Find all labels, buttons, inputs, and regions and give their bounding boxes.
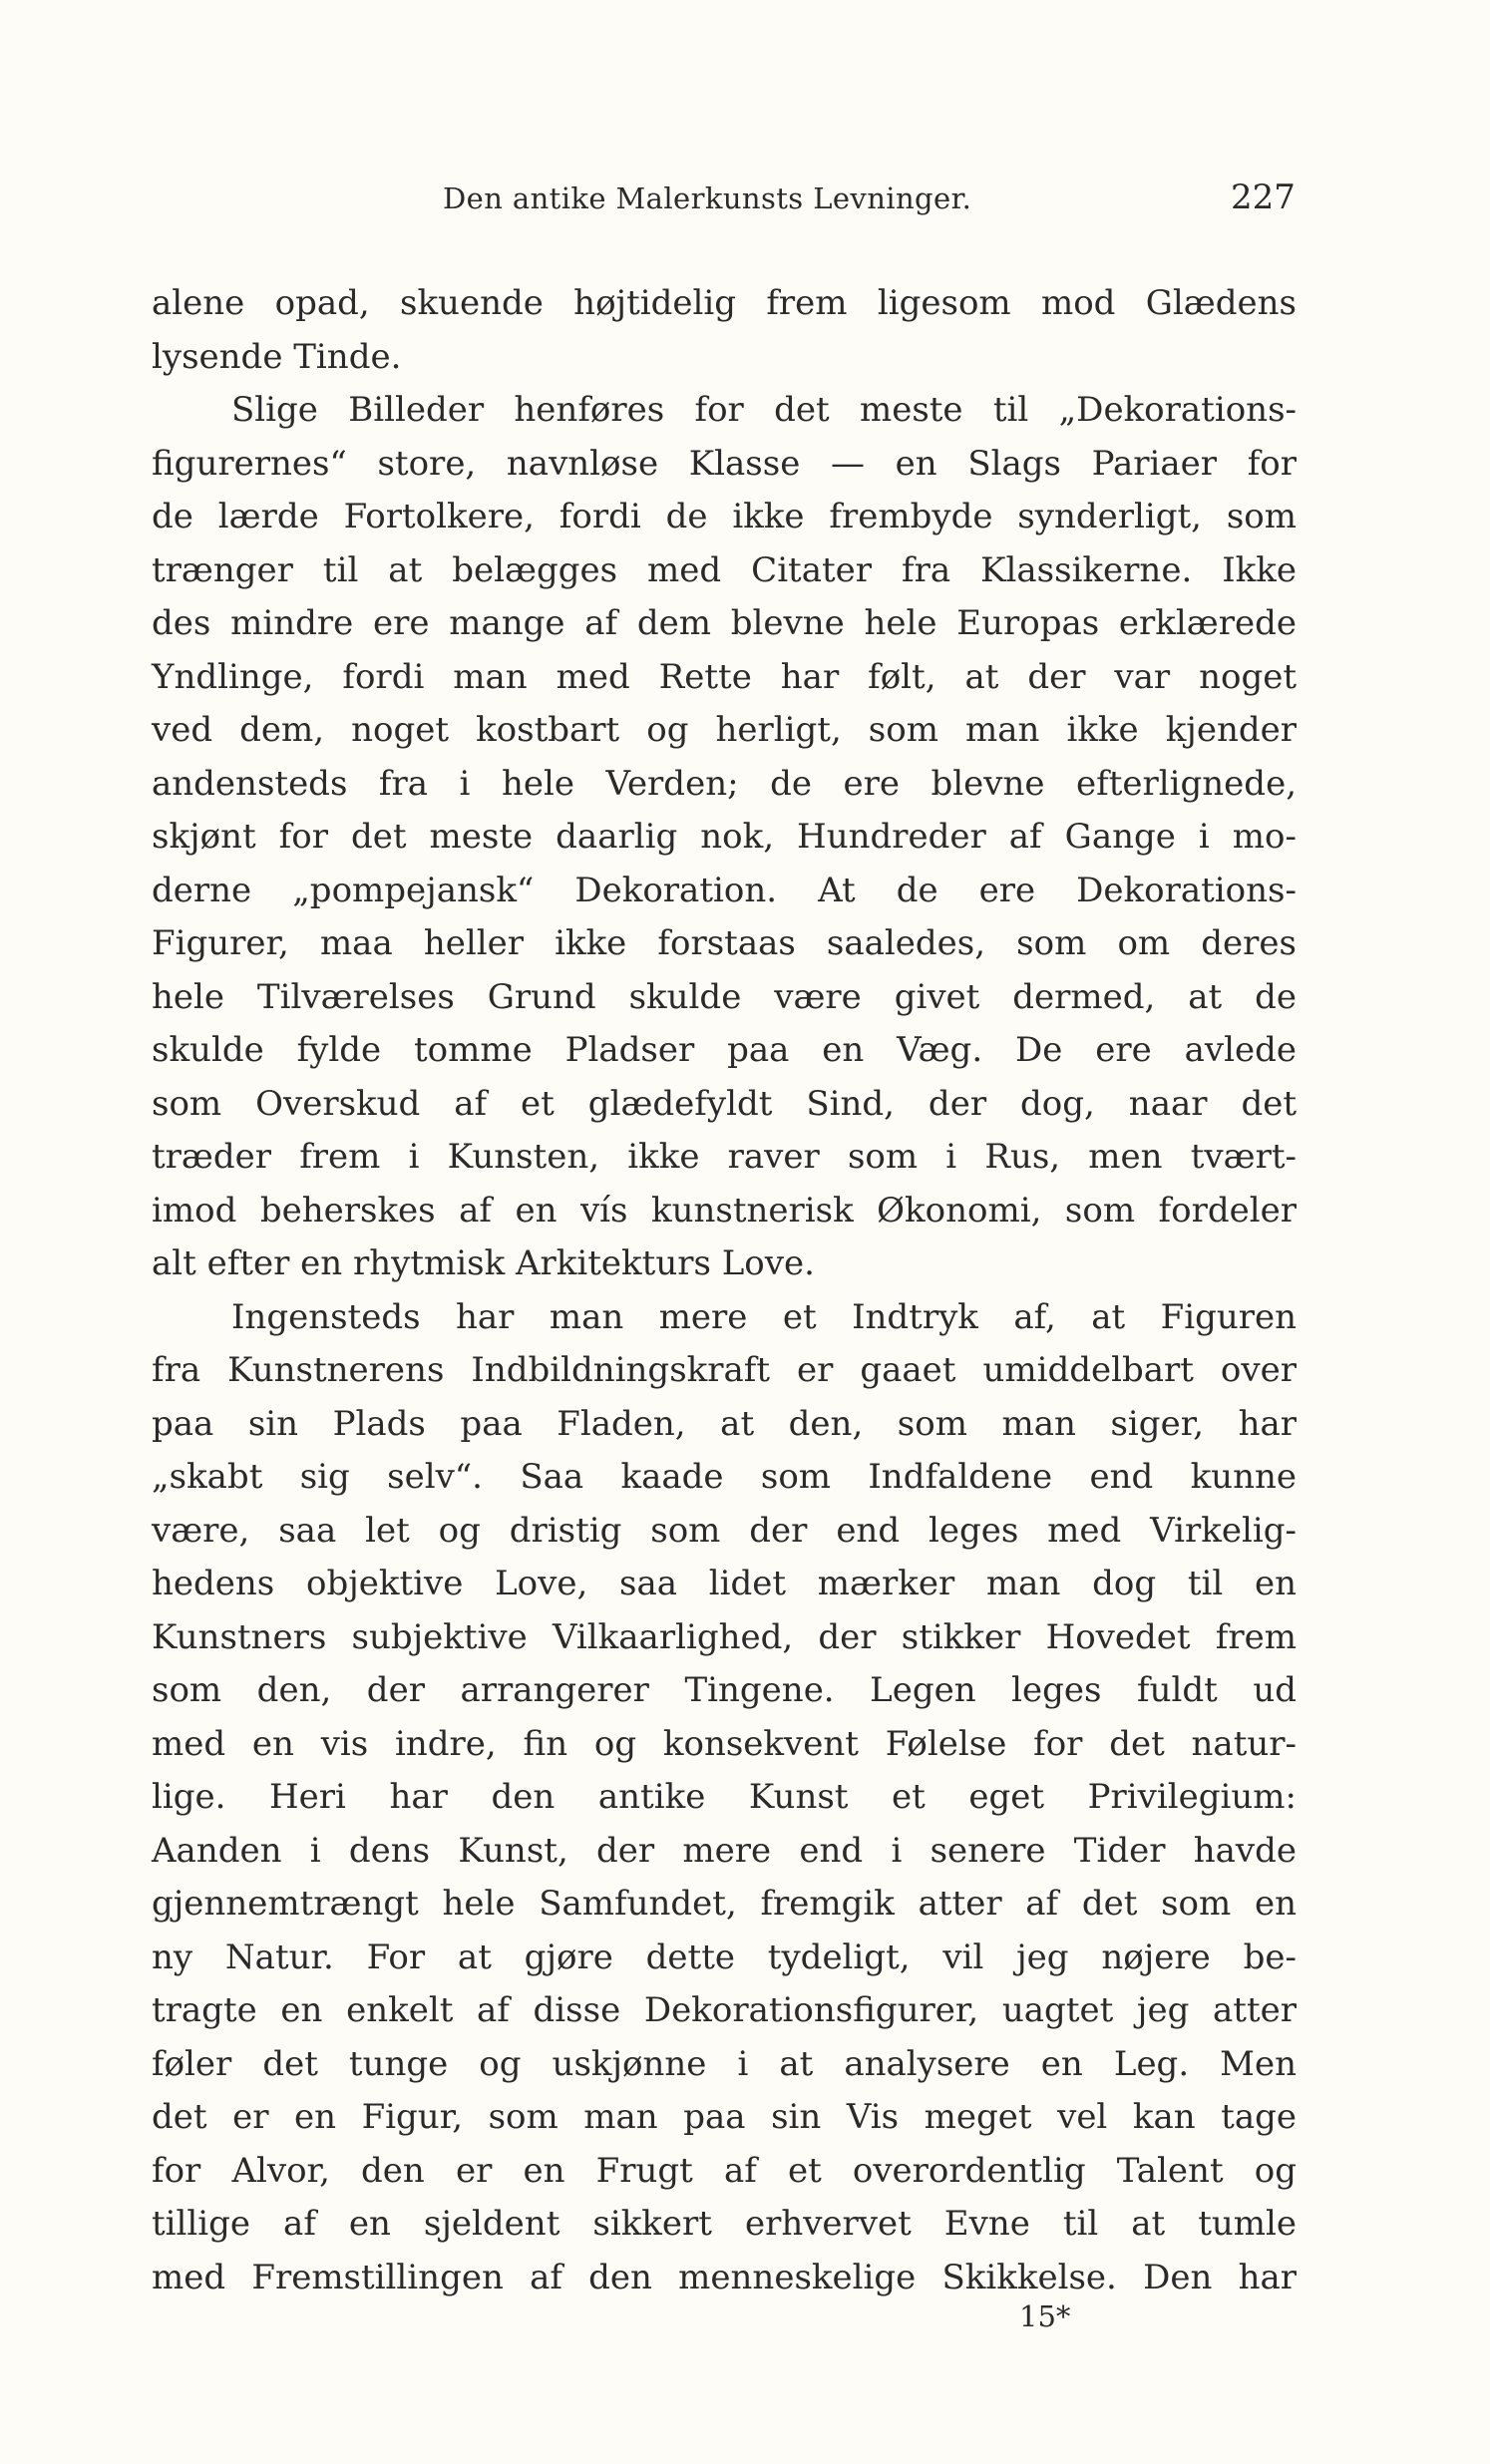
running-title: Den antike Malerkunsts Levninger.	[443, 181, 972, 215]
text-line: for Alvor, den er en Frugt af et overordentlig Talent og	[152, 2150, 1297, 2191]
text-line: des mindre ere mange af dem blevne hele Europas erklærede	[152, 603, 1297, 643]
paragraph-first-line: Slige Billeder henføres for det meste til „Dekorations-	[231, 390, 1297, 430]
text-line: føler det tunge og uskjønne i at analysere en Leg. Men	[152, 2043, 1297, 2084]
text-line: hedens objektive Love, saa lidet mærker man dog til en	[152, 1564, 1297, 1603]
text-line: ny Natur. For at gjøre dette tydeligt, vil jeg nøjere be-	[152, 1936, 1297, 1977]
text-line: ved dem, noget kostbart og herligt, som man ikke kjender	[152, 710, 1297, 750]
text-line: trænger til at belægges med Citater fra Klassikerne. Ikke	[152, 549, 1297, 590]
text-line: Kunstners subjektive Vilkaarlighed, der stikker Hovedet frem	[152, 1616, 1297, 1657]
text-line: Yndlinge, fordi man med Rette har følt, at der var noget	[152, 656, 1297, 697]
text-line: alene opad, skuende højtidelig frem ligesom mod Glædens	[152, 283, 1297, 323]
text-line: som Overskud af et glædefyldt Sind, der dog, naar det	[152, 1083, 1297, 1124]
signature-mark: 15*	[1019, 2299, 1071, 2333]
text-line: fra Kunstnerens Indbildningskraft er gaaet umiddelbart over	[152, 1350, 1297, 1390]
page-number: 227	[1231, 177, 1296, 217]
text-line: som den, der arrangerer Tingene. Legen leges fuldt ud	[152, 1670, 1297, 1710]
text-line: med en vis indre, fin og konsekvent Følelse for det natur-	[152, 1723, 1297, 1764]
text-line: træder frem i Kunsten, ikke raver som i Rus, men tvært-	[152, 1137, 1297, 1177]
text-line: hele Tilværelses Grund skulde være givet dermed, at de	[152, 976, 1297, 1017]
text-line: være, saa let og dristig som der end leges med Virkelig-	[152, 1510, 1297, 1551]
running-head	[0, 177, 1490, 225]
text-line: paa sin Plads paa Fladen, at den, som man siger, har	[152, 1403, 1297, 1444]
text-line: med Fremstillingen af den menneskelige Skikkelse. Den har	[152, 2257, 1297, 2297]
text-line: skjønt for det meste daarlig nok, Hundreder af Gange i mo-	[152, 817, 1297, 857]
text-line: Aanden i dens Kunst, der mere end i senere Tider havde	[152, 1830, 1297, 1871]
text-line: gjennemtrængt hele Samfundet, fremgik atter af det som en	[152, 1884, 1297, 1924]
text-line: det er en Figur, som man paa sin Vis meget vel kan tage	[152, 2097, 1297, 2137]
text-line: tillige af en sjeldent sikkert erhvervet Evne til at tumle	[152, 2204, 1297, 2244]
paragraph-first-line: Ingensteds har man mere et Indtryk af, at Figuren	[231, 1296, 1297, 1337]
text-line: figurernes“ store, navnløse Klasse — en Slags Pariaer for	[152, 443, 1297, 484]
text-line: „skabt sig selv“. Saa kaade som Indfaldene end kunne	[152, 1457, 1297, 1497]
body-text	[152, 277, 1297, 2304]
text-line: derne „pompejansk“ Dekoration. At de ere Dekorations-	[152, 870, 1297, 910]
text-line: de lærde Fortolkere, fordi de ikke frembyde synderligt, som	[152, 497, 1297, 536]
text-line: andensteds fra i hele Verden; de ere blevne efterlignede,	[152, 763, 1297, 804]
text-line: imod beherskes af en vís kunstnerisk Økonomi, som fordeler	[152, 1190, 1297, 1231]
text-line: lysende Tinde.	[152, 336, 402, 377]
text-line: skulde fylde tomme Pladser paa en Væg. De ere avlede	[152, 1030, 1297, 1070]
text-line: lige. Heri har den antike Kunst et eget Privilegium:	[152, 1777, 1297, 1817]
text-line: Figurer, maa heller ikke forstaas saaledes, som om deres	[152, 923, 1297, 963]
text-line: alt efter en rhytmisk Arkitekturs Love.	[152, 1243, 815, 1283]
text-line: tragte en enkelt af disse Dekorationsfigurer, uagtet jeg atter	[152, 1990, 1297, 2030]
